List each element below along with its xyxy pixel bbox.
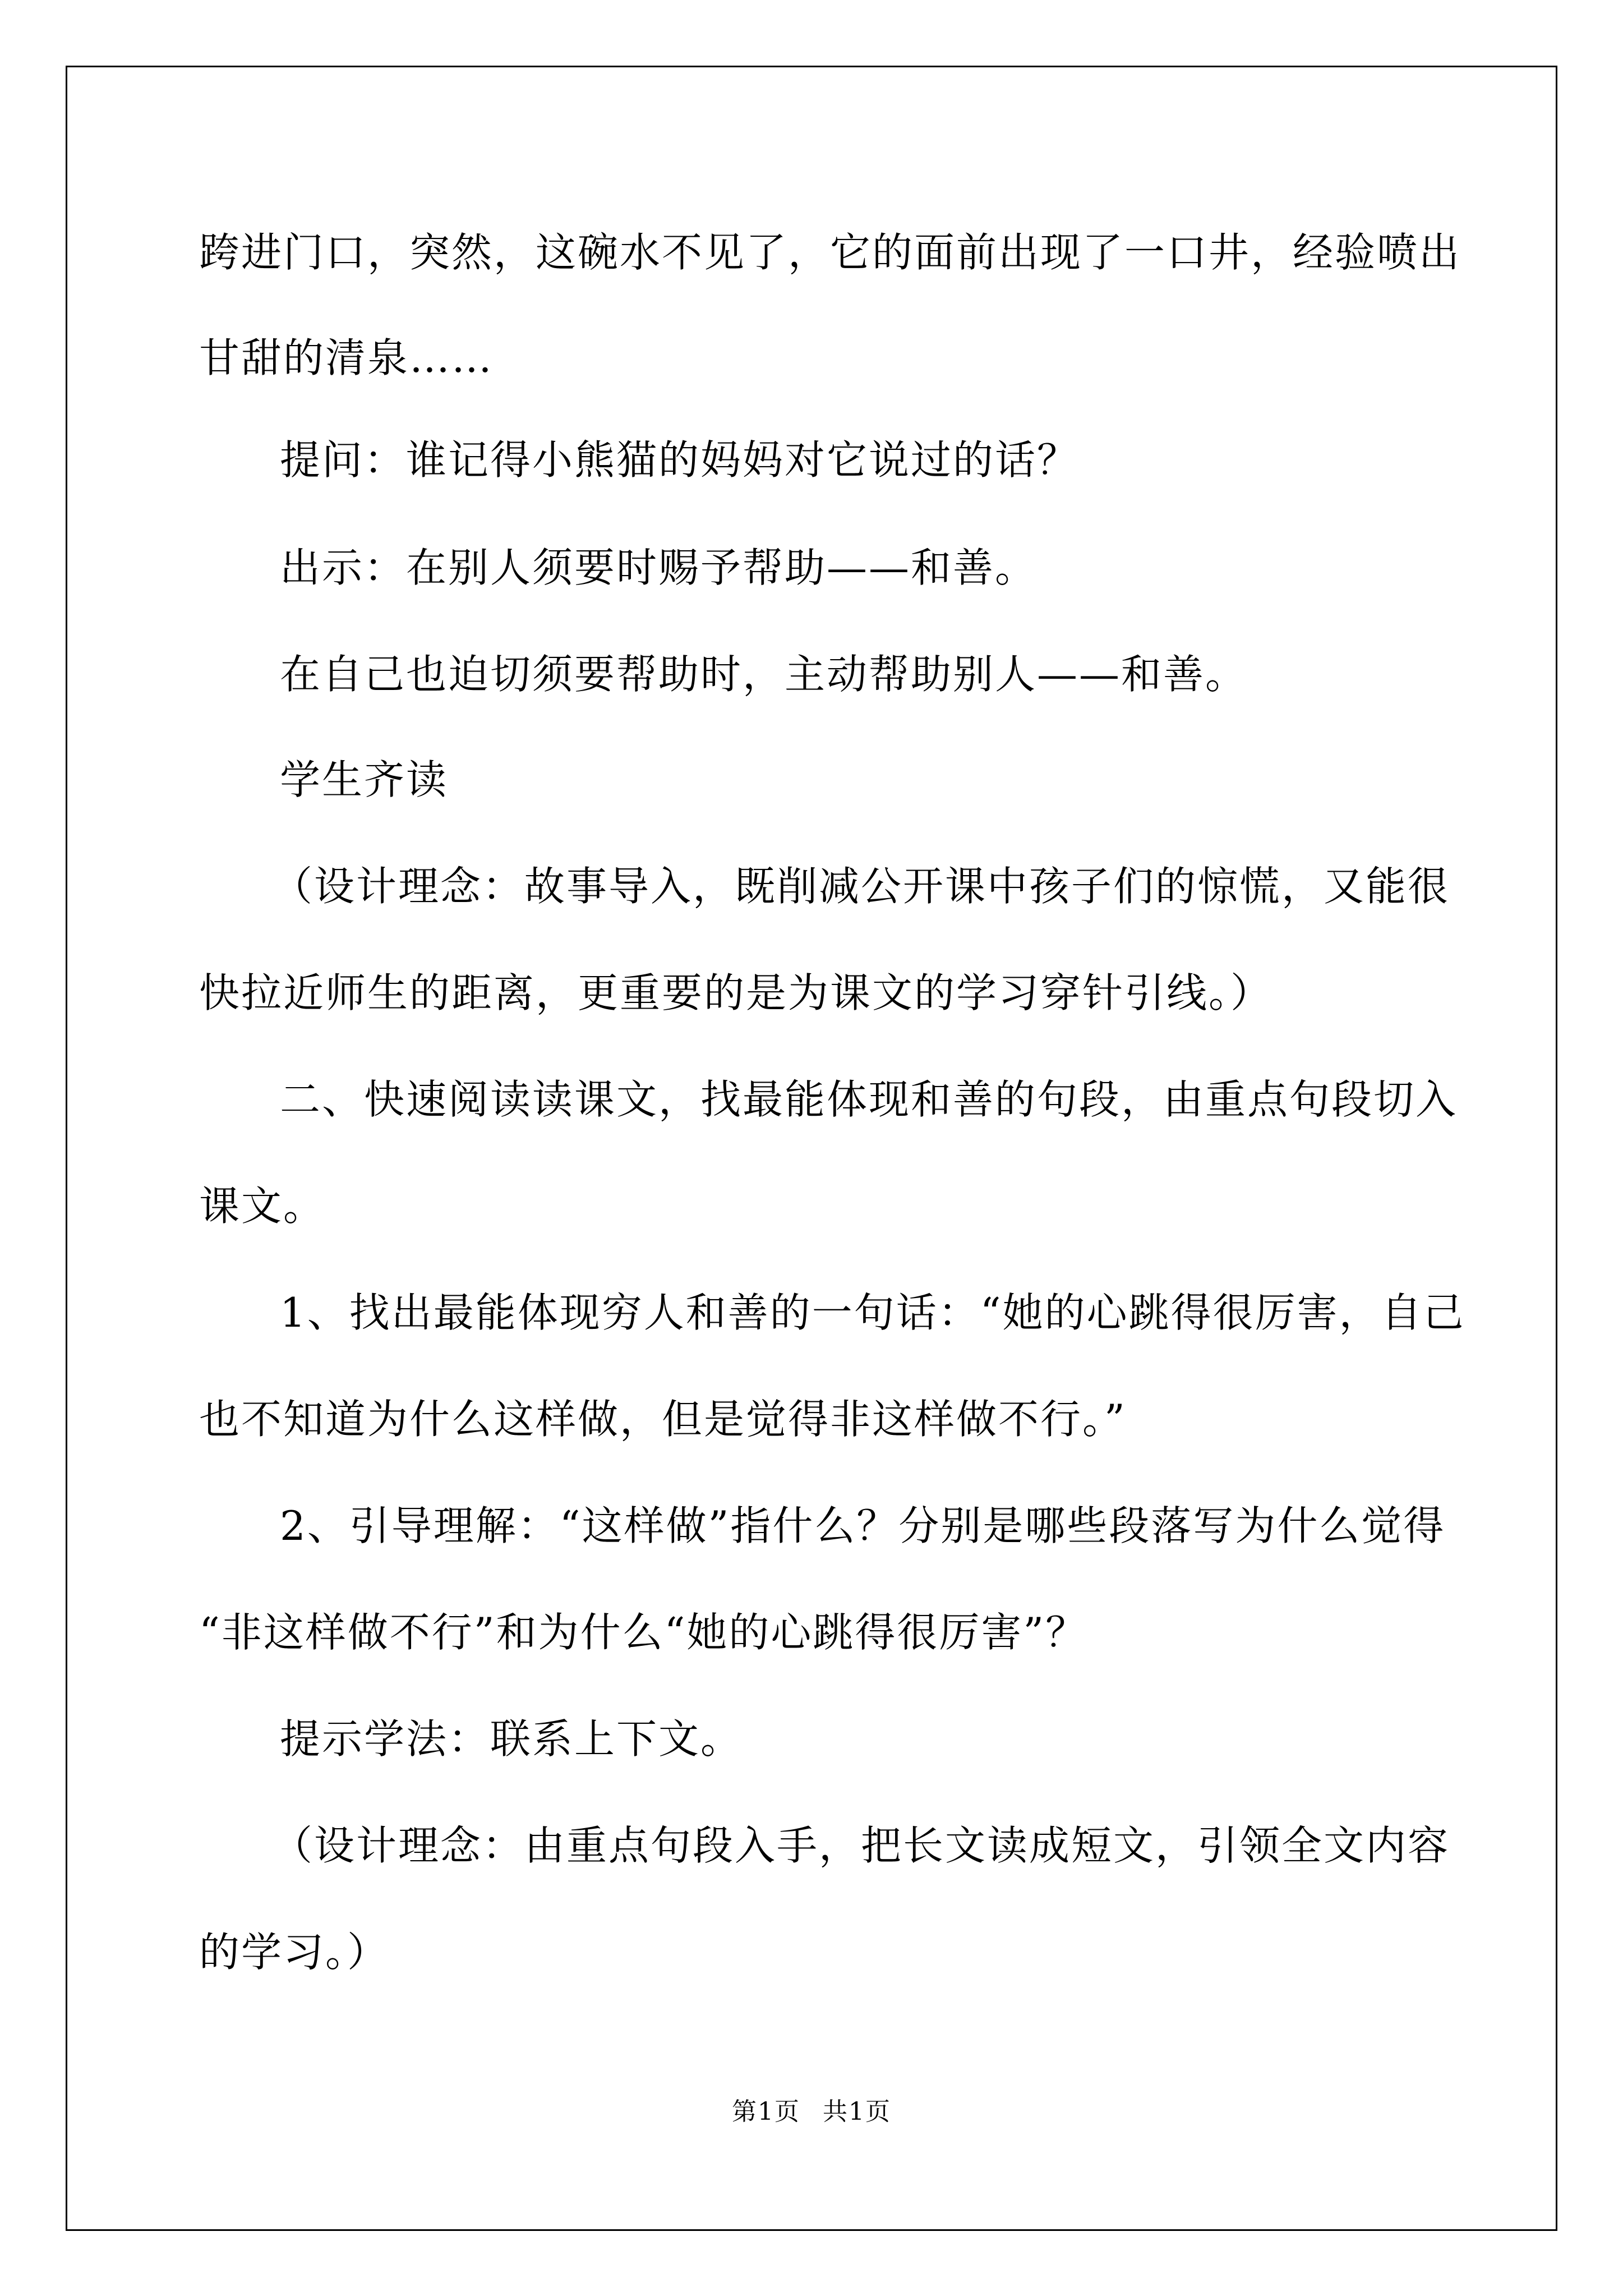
text-line: 二、快速阅读读课文，找最能体现和善的句段，由重点句段切入 <box>280 1076 1458 1123</box>
text-line: 学生齐读 <box>280 756 449 803</box>
page-number: 第1页 <box>732 2097 800 2126</box>
text-line: （设计理念：故事导入，既削减公开课中孩子们的惊慌，又能很 <box>272 863 1450 910</box>
page-border <box>66 66 1557 2231</box>
text-line: 在自己也迫切须要帮助时，主动帮助别人——和善。 <box>280 651 1248 698</box>
text-line: 课文。 <box>199 1182 326 1230</box>
text-line: “非这样做不行”和为什么“她的心跳得很厉害”？ <box>199 1609 1088 1656</box>
page-total: 共1页 <box>823 2097 891 2126</box>
text-line: 2、引导理解：“这样做”指什么？分别是哪些段落写为什么觉得 <box>280 1502 1446 1549</box>
text-line: 1、找出最能体现穷人和善的一句话：“她的心跳得很厉害，自己 <box>280 1289 1465 1336</box>
text-line: 出示：在别人须要时赐予帮助——和善。 <box>280 544 1038 591</box>
page-footer <box>0 2095 1623 2129</box>
text-line: 的学习。） <box>199 1929 390 1976</box>
text-line: 提问：谁记得小熊猫的妈妈对它说过的话？ <box>280 436 1080 484</box>
text-line: 甘甜的清泉…… <box>199 334 494 381</box>
text-line: 提示学法：联系上下文。 <box>280 1715 743 1763</box>
text-line: 也不知道为什么这样做，但是觉得非这样做不行。” <box>199 1396 1127 1443</box>
text-line: 跨进门口，突然，这碗水不见了，它的面前出现了一口井，经验喷出 <box>199 229 1461 276</box>
text-line: （设计理念：由重点句段入手，把长文读成短文，引领全文内容 <box>272 1822 1450 1869</box>
text-line: 快拉近师生的距离，更重要的是为课文的学习穿针引线。） <box>199 969 1273 1016</box>
